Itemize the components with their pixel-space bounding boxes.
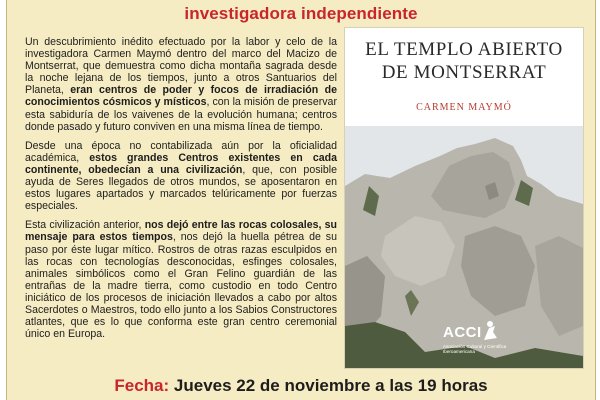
p1-text-a: Un descubrimiento inédito efectuado por la labor y celo de la investigadora Carmen Maymó dentro del marco del Macizo de Montserrat, que demuestra como dicha montaña sagrada desde la noche lejana de los tiempos, junto a otros Santuarios del Planeta, xyxy=(25,36,337,97)
event-poster xyxy=(6,0,596,400)
publisher-logo-text: ACCI xyxy=(443,324,482,341)
description-text xyxy=(25,36,337,347)
paragraph-3 xyxy=(25,219,337,340)
p2-bold: estos grandes Centros existentes en cada continente, obedecían a una civilización xyxy=(25,151,337,176)
book-author: CARMEN MAYMÓ xyxy=(416,102,512,113)
p2-text-b: , que, con posible ayuda de Seres llegados de otros mundos, se aposentaron en estos lugares apartados y marcados telúricamente por fuerzas especiales. xyxy=(25,163,338,213)
p1-text-b: , con la misión de preservar esta sabiduría de los vaivenes de la evolución humana; centros donde pasado y futuro conviven en una misma línea de tiempo. xyxy=(25,96,337,133)
p3-text-a: Esta civilización anterior, xyxy=(25,219,145,232)
p1-bold: eran centros de poder y focos de irradiación de conocimientos cósmicos y místicos xyxy=(25,84,337,109)
event-date xyxy=(7,376,595,396)
publisher-logo-subtitle: Asociación Cultural y Científica Iberoamericana xyxy=(443,344,507,355)
book-cover xyxy=(345,28,583,368)
publisher-logo xyxy=(443,320,513,364)
paragraph-1 xyxy=(25,36,337,133)
paragraph-2 xyxy=(25,140,337,213)
p3-text-b: , nos dejó la huella pétrea de su paso por éste lugar mítico. Rostros de otras razas esculpidos en las rocas con tecnologías desconocidas, esfinges colosales, animales simbólicos como el Gran Felino guardián de las entrañas de la madre tierra, como custodio en todo Centro iniciático de los procesos de iniciación llevados a cabo por altos Sacerdotes o Maestros, todo ello junto a los Sabios Constructores atlantes, que es lo que conforma este gran centro ceremonial único en Europa. xyxy=(25,231,337,341)
book-title-line-1: EL TEMPLO ABIERTO xyxy=(365,39,563,60)
book-title xyxy=(345,38,583,84)
event-date-value: Jueves 22 de noviembre a las 19 horas xyxy=(169,376,488,395)
p3-bold: nos dejó entre las rocas colosales, su mensaje para estos tiempos xyxy=(25,219,337,244)
book-title-line-2: DE MONTSERRAT xyxy=(381,62,547,83)
event-date-label: Fecha: xyxy=(114,376,170,395)
publisher-figure-icon xyxy=(481,320,499,340)
page-heading: investigadora independiente xyxy=(184,4,418,23)
p2-text-a: Desde una época no contabilizada aún por la oficialidad académica, xyxy=(25,139,337,164)
